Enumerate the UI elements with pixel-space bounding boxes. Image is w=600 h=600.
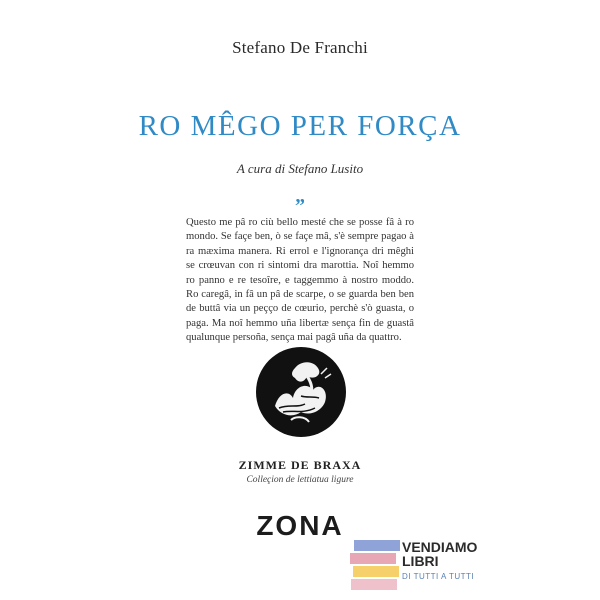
quote-mark-icon: ” — [295, 195, 305, 217]
vendiamo-libri-watermark — [350, 536, 490, 594]
cover-quote: Questo me pâ ro ciù bello mesté che se posse fâ à ro mondo. Se façe ben, ò se façe mâ, s'è sempre pagao à ra mæxima manera. Ri errol e l'ignorança dri mêghi se crœuvan con ri sintomi dra marottia. Noî hemmo ro panno e re tesoîre, e taggemmo à nostro moddo. Ro caregâ, in fâ un pâ de scarpe, o se guarda ben ben de buttâ via un peçço de cœurio, perchè s'ò guasta, o paga. Ma noî hemmo uña libertæ sença fin de guastâ qualunque persoña, sença mai pagâ uña da quattro. — [186, 217, 414, 344]
book-title: RO MÊGO PER FORÇA — [138, 110, 462, 142]
publisher-name: ZONA — [256, 510, 344, 541]
editor-credit: A cura di Stefano Lusito — [236, 161, 364, 176]
series-title: ZIMME DE BRAXA — [238, 458, 362, 472]
author-name: Stefano De Franchi — [232, 38, 368, 57]
series-subtitle: Colleçion de lettiatua ligure — [246, 475, 354, 485]
book-cover — [124, 0, 476, 600]
crane-emblem-icon — [255, 346, 347, 438]
watermark-line-2: LIBRI — [402, 553, 439, 569]
watermark-line-3: DI TUTTI A TUTTI — [402, 572, 475, 581]
watermark-line-1: VENDIAMO — [402, 539, 478, 555]
book-stack-icon — [350, 540, 398, 592]
